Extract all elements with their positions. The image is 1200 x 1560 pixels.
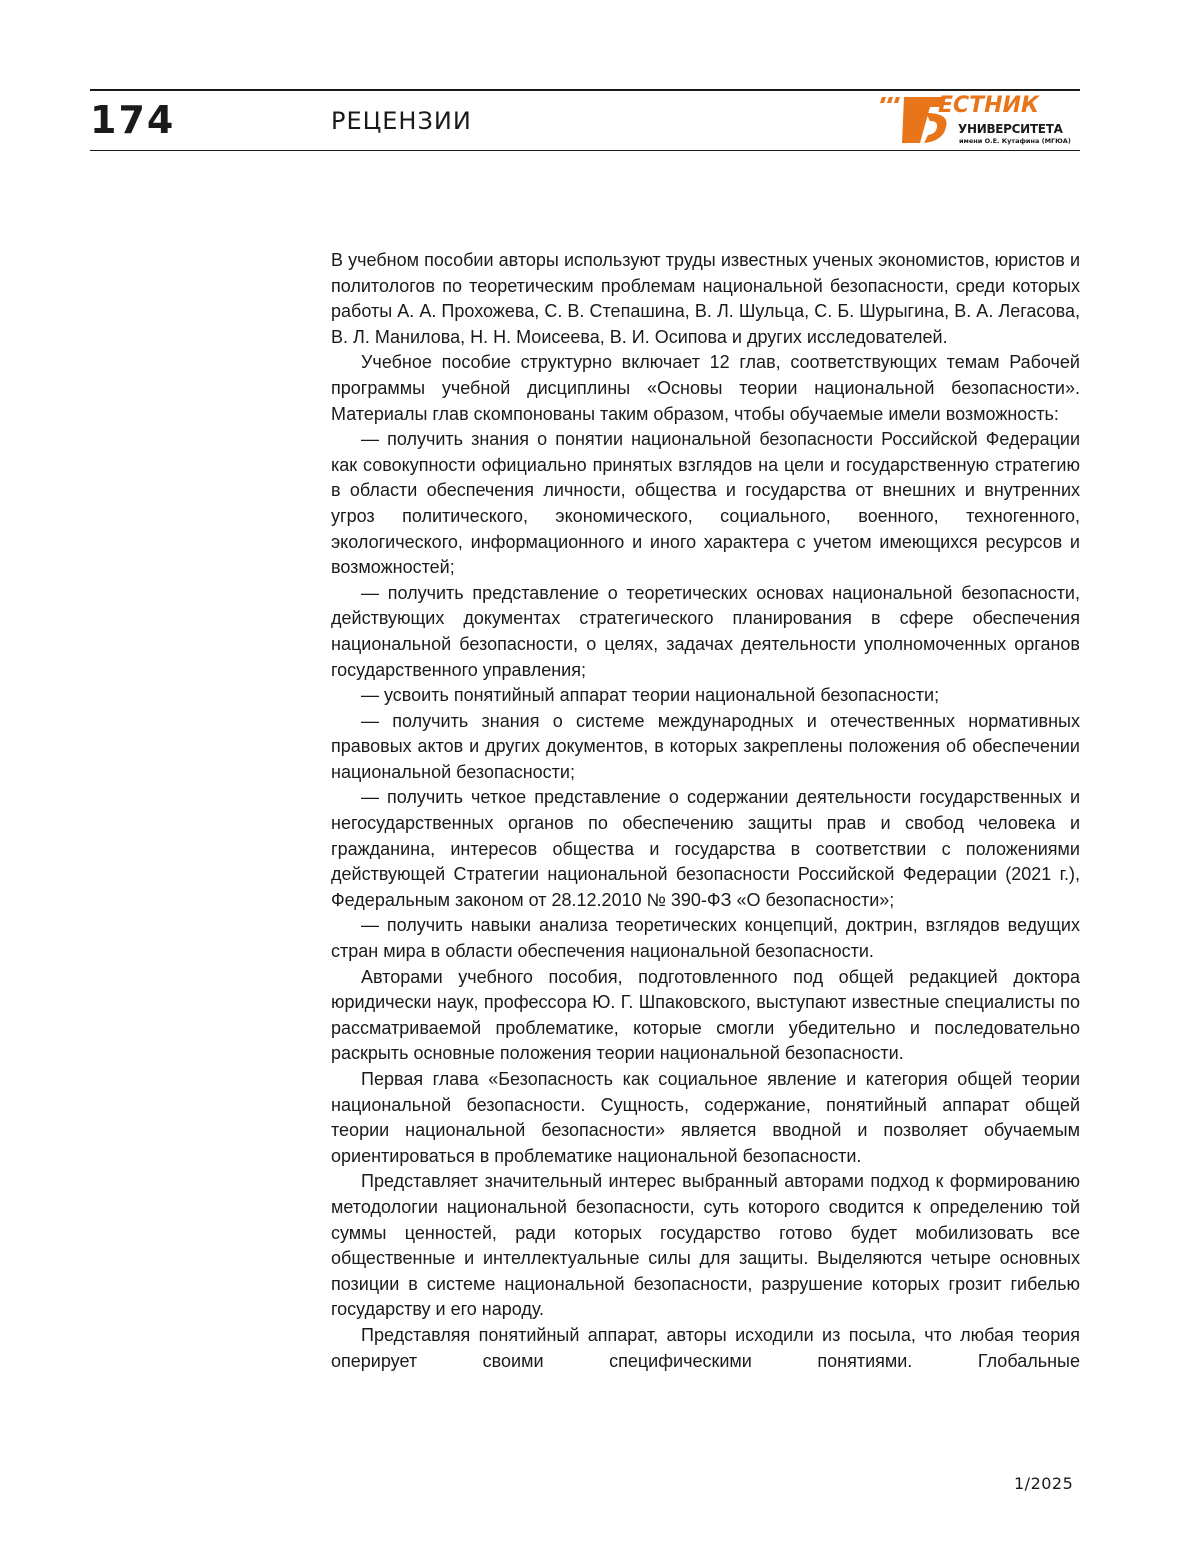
journal-logo xyxy=(880,93,1080,149)
list-item: — получить знания о понятии национальной безопасности Российской Федерации как совокупности официально принятых взглядов на цели и государственную стратегию в области обеспечения личности, общества и государства от внешних и внутренних угроз политического, экономического, социального, военного, техногенного, экологического, информационного и иного характера с учетом имеющихся ресурсов и возможностей; xyxy=(331,427,1080,581)
page-number: 174 xyxy=(90,98,175,142)
section-title: РЕЦЕНЗИИ xyxy=(331,107,472,135)
paragraph: Учебное пособие структурно включает 12 глав, соответствующих темам Рабочей программы учебной дисциплины «Основы теории национальной безопасности». Материалы глав скомпонованы таким образом, чтобы обучаемые имели возможность: xyxy=(331,350,1080,427)
list-item: — получить четкое представление о содержании деятельности государственных и негосударственных органов по обеспечению защиты прав и свобод человека и гражданина, интересов общества и государства в соответствии с положениями действующей Стратегии национальной безопасности Российской Федерации (2021 г.), Федеральным законом от 28.12.2010 № 390-ФЗ «О безопасности»; xyxy=(331,785,1080,913)
list-item: — получить знания о системе международных и отечественных нормативных правовых актов и других документов, в которых закреплены положения об обеспечении национальной безопасности; xyxy=(331,709,1080,786)
paragraph: Авторами учебного пособия, подготовленного под общей редакцией доктора юридически наук, профессора Ю. Г. Шпаковского, выступают известные специалисты по рассматриваемой проблематике, которые смогли убедительно и последовательно раскрыть основные положения теории национальной безопасности. xyxy=(331,965,1080,1067)
article-body xyxy=(331,248,1080,1374)
paragraph: Первая глава «Безопасность как социальное явление и категория общей теории национальной безопасности. Сущность, содержание, понятийный аппарат общей теории национальной безопасности» является вводной и позволяет обучаемым ориентироваться в проблематике национальной безопасности. xyxy=(331,1067,1080,1169)
header-bottom-rule xyxy=(90,150,1080,151)
paragraph: Представляет значительный интерес выбранный авторами подход к формированию методологии национальной безопасности, суть которого сводится к определению той суммы ценностей, ради которых государство готово будет мобилизовать все общественные и интеллектуальные силы для защиты. Выделяются четыре основных позиции в системе национальной безопасности, разрушение которых грозит гибелью государству и его народу. xyxy=(331,1169,1080,1323)
list-item: — усвоить понятийный аппарат теории национальной безопасности; xyxy=(331,683,1080,709)
list-item: — получить навыки анализа теоретических концепций, доктрин, взглядов ведущих стран мира в области обеспечения национальной безопасности. xyxy=(331,913,1080,964)
logo-subtitle-small: имени О.Е. Кутафина (МГЮА) xyxy=(959,137,1071,145)
list-item: — получить представление о теоретических основах национальной безопасности, действующих документах стратегического планирования в сфере обеспечения национальной безопасности, о целях, задачах деятельности уполномоченных органов государственного управления; xyxy=(331,581,1080,683)
header-top-rule xyxy=(90,89,1080,91)
issue-number: 1/2025 xyxy=(1014,1474,1073,1493)
paragraph: Представляя понятийный аппарат, авторы исходили из посыла, что любая теория оперирует своими специфическими понятиями. Глобальные xyxy=(331,1323,1080,1374)
logo-subtitle: УНИВЕРСИТЕТА xyxy=(958,122,1063,136)
paragraph: В учебном пособии авторы используют труды известных ученых экономистов, юристов и политологов по теоретическим проблемам национальной безопасности, среди которых работы А. А. Прохожева, С. В. Степашина, В. Л. Шульца, С. Б. Шурыгина, В. А. Легасова, В. Л. Манилова, Н. Н. Моисеева, В. И. Осипова и других исследователей. xyxy=(331,248,1080,350)
logo-word: ЕСТНИК xyxy=(938,93,1039,118)
